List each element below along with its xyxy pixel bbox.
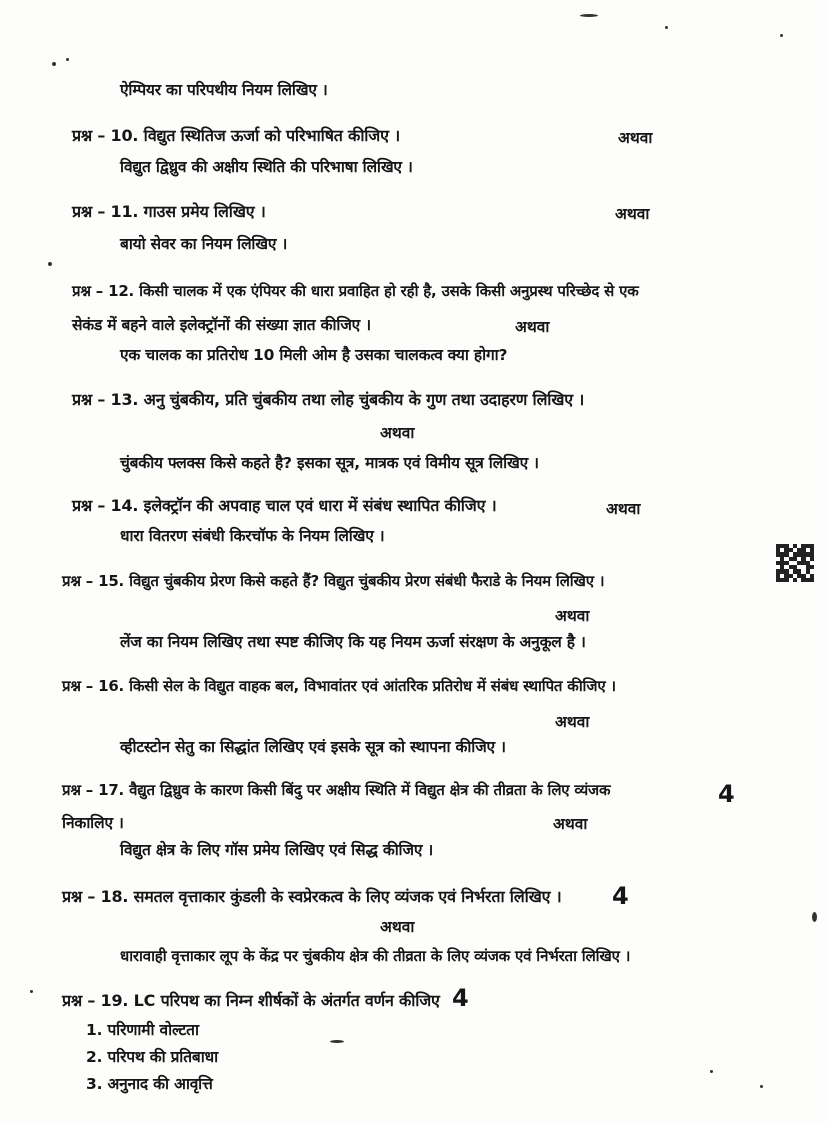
or-label: अथवा — [555, 607, 590, 625]
scan-speck — [760, 1085, 763, 1088]
question-15-alt-text: लेंज का नियम लिखिए तथा स्पष्ट कीजिए कि यह नियम ऊर्जा संरक्षण के अनुकूल है । — [120, 633, 586, 651]
or-label: अथवा — [618, 129, 653, 147]
question-18-alt-text: धारावाही वृत्ताकार लूप के केंद्र पर चुंबकीय क्षेत्र की तीव्रता के लिए व्यंजक एवं निर्भरता लिखिए । — [120, 947, 631, 965]
question-16-text: प्रश्न – 16. किसी सेल के विद्युत वाहक बल, विभावांतर एवं आंतरिक प्रतिरोध में संबंध स्थापित कीजिए । — [62, 677, 616, 695]
handwritten-mark: 4 — [452, 984, 469, 1012]
or-label: अथवा — [380, 424, 415, 442]
qr-code-icon — [776, 544, 814, 582]
question-9-alt-text: ऐम्पियर का परिपथीय नियम लिखिए । — [120, 81, 328, 99]
scan-speck — [580, 14, 598, 17]
scan-speck — [665, 26, 668, 29]
handwritten-mark: 4 — [612, 882, 629, 910]
question-17-text: प्रश्न – 17. वैद्युत द्विध्रुव के कारण किसी बिंदु पर अक्षीय स्थिति में विद्युत क्षेत्र की तीव्रता के लिए व्यंजक — [62, 781, 611, 799]
or-label: अथवा — [553, 815, 588, 833]
question-14-alt-text: धारा वितरण संबंधी किरचॉफ के नियम लिखिए । — [120, 527, 385, 545]
question-12-text: प्रश्न – 12. किसी चालक में एक एंपियर की धारा प्रवाहित हो रही है, उसके किसी अनुप्रस्थ परिच्छेद से एक — [72, 282, 639, 300]
question-11-text: प्रश्न – 11. गाउस प्रमेय लिखिए । — [72, 202, 266, 221]
or-label: अथवा — [380, 918, 415, 936]
question-19-text: प्रश्न – 19. LC परिपथ का निम्न शीर्षकों के अंतर्गत वर्णन कीजिए — [62, 991, 440, 1010]
scan-speck — [52, 62, 56, 66]
or-label: अथवा — [515, 318, 550, 336]
question-11-alt-text: बायो सेवर का नियम लिखिए । — [120, 235, 288, 253]
question-12-alt-text: एक चालक का प्रतिरोध 10 मिली ओम है उसका चालकत्व क्या होगा? — [120, 346, 508, 364]
scan-speck — [66, 58, 69, 61]
handwritten-mark: 4 — [718, 780, 735, 808]
question-17-text-cont: निकालिए । — [62, 814, 124, 832]
question-16-alt-text: व्हीटस्टोन सेतु का सिद्धांत लिखिए एवं इसके सूत्र को स्थापना कीजिए । — [120, 738, 506, 756]
question-13-text: प्रश्न – 13. अनु चुंबकीय, प्रति चुंबकीय तथा लोह चुंबकीय के गुण तथा उदाहरण लिखिए । — [72, 390, 585, 409]
question-18-text: प्रश्न – 18. समतल वृत्ताकार कुंडली के स्वप्रेरकत्व के लिए व्यंजक एवं निर्भरता लिखिए । — [62, 887, 562, 906]
or-label: अथवा — [615, 205, 650, 223]
question-19-item-1: 1. परिणामी वोल्टता — [86, 1021, 199, 1039]
question-10-alt-text: विद्युत द्विध्रुव की अक्षीय स्थिति की परिभाषा लिखिए । — [120, 158, 413, 176]
scan-speck — [48, 262, 52, 266]
question-10-text: प्रश्न – 10. विद्युत स्थितिज ऊर्जा को परिभाषित कीजिए । — [72, 126, 400, 145]
question-14-text: प्रश्न – 14. इलेक्ट्रॉन की अपवाह चाल एवं धारा में संबंध स्थापित कीजिए । — [72, 496, 497, 515]
scan-speck — [330, 1040, 344, 1043]
scan-speck — [30, 990, 33, 993]
scan-speck — [710, 1070, 713, 1073]
question-13-alt-text: चुंबकीय फ्लक्स किसे कहते है? इसका सूत्र, मात्रक एवं विमीय सूत्र लिखिए । — [120, 454, 539, 472]
or-label: अथवा — [606, 500, 641, 518]
scan-speck — [780, 34, 783, 37]
question-12-text-cont: सेकंड में बहने वाले इलेक्ट्रॉनों की संख्या ज्ञात कीजिए । — [72, 316, 371, 334]
scan-speck — [812, 912, 817, 922]
question-19-item-2: 2. परिपथ की प्रतिबाधा — [86, 1048, 218, 1066]
or-label: अथवा — [555, 713, 590, 731]
question-15-text: प्रश्न – 15. विद्युत चुंबकीय प्रेरण किसे कहते हैं? विद्युत चुंबकीय प्रेरण संबंधी फैराडे के नियम लिखिए । — [62, 572, 605, 590]
question-19-item-3: 3. अनुनाद की आवृत्ति — [86, 1075, 213, 1093]
question-17-alt-text: विद्युत क्षेत्र के लिए गॉस प्रमेय लिखिए एवं सिद्ध कीजिए । — [120, 841, 434, 859]
